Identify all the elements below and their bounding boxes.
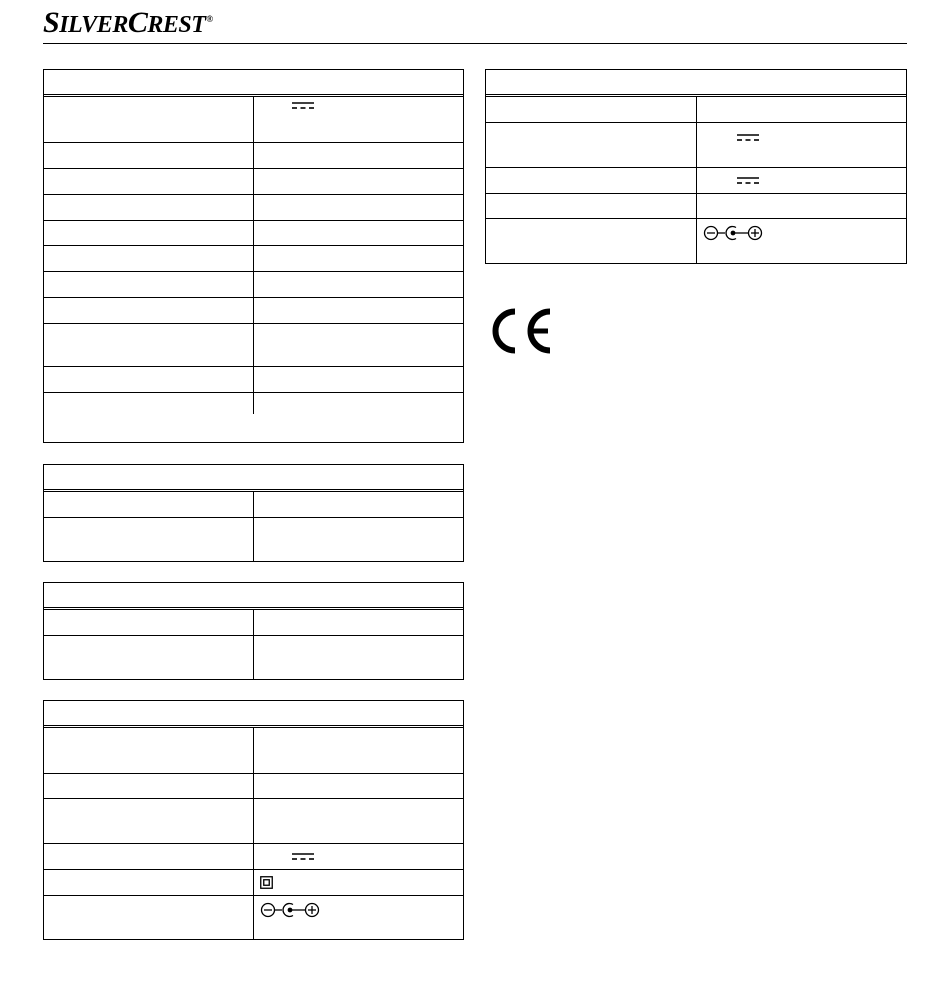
value-cell [254,143,266,168]
value-cell [254,221,266,245]
label-cell [44,844,254,869]
label-cell [44,246,254,271]
value-cell [254,518,266,561]
label-cell [44,518,254,561]
registered-mark: ® [206,14,213,24]
table-row [44,194,463,220]
value-cell [254,97,320,142]
label-cell [44,324,254,366]
label-cell [44,97,254,142]
table-row [44,610,463,635]
brand-text: ILVER [59,12,128,38]
table-row [44,798,463,843]
label-cell [44,799,254,843]
spec-table [43,464,464,562]
dc-symbol-icon [737,176,759,186]
value-cell [254,799,266,843]
value-cell [254,169,266,194]
value-cell [254,393,266,414]
brand-letter: S [43,6,60,39]
spec-table [485,69,907,264]
table-row [44,517,463,561]
table-row [44,220,463,245]
protection-class-ii-icon [260,876,273,889]
table-row [486,167,906,193]
table-row [44,843,463,869]
ce-mark-icon [488,308,554,354]
value-cell [697,123,765,167]
header-rule [43,43,907,44]
table-row [486,97,906,122]
table-row [486,218,906,263]
value-cell [254,896,326,940]
dc-symbol-icon [292,101,314,111]
dc-symbol-icon [737,133,759,143]
value-cell [254,324,266,366]
table-header [44,583,463,610]
label-cell [44,492,254,517]
value-cell [697,194,709,218]
table-row [44,728,463,773]
value-cell [697,219,769,263]
label-cell [44,728,254,773]
value-cell [254,195,266,220]
label-cell [44,896,254,940]
spec-table [43,582,464,680]
value-cell [254,870,279,895]
table-header [486,70,906,97]
value-cell [254,728,266,773]
label-cell [486,97,697,122]
brand-logo [43,6,213,40]
table-row [486,193,906,218]
value-cell [254,610,266,635]
label-cell [486,123,697,167]
label-cell [44,636,254,679]
table-row [44,392,463,414]
dc-symbol-icon [292,852,314,862]
label-cell [44,774,254,798]
table-row [44,297,463,323]
label-cell [486,194,697,218]
table-row [44,635,463,679]
value-cell [254,636,266,679]
label-cell [486,168,697,193]
label-cell [44,195,254,220]
value-cell [697,97,709,122]
table-header [44,70,463,97]
label-cell [44,143,254,168]
table-row [44,895,463,940]
table-row [44,366,463,392]
value-cell [254,774,266,798]
table-header [44,465,463,492]
table-row [44,869,463,895]
label-cell [486,219,697,263]
label-cell [44,870,254,895]
label-cell [44,367,254,392]
polarity-symbol-icon [703,225,763,241]
label-cell [44,221,254,245]
brand-text: REST [147,12,206,38]
table-row [44,168,463,194]
value-cell [254,844,320,869]
table-row [44,245,463,271]
spec-table [43,700,464,940]
label-cell [44,298,254,323]
value-cell [697,168,765,193]
label-cell [44,272,254,297]
table-row [44,271,463,297]
value-cell [254,492,266,517]
value-cell [254,298,266,323]
table-row [44,773,463,798]
label-cell [44,169,254,194]
table-row [44,323,463,366]
label-cell [44,610,254,635]
value-cell [254,272,266,297]
value-cell [254,246,266,271]
table-row [44,492,463,517]
brand-letter: C [127,6,148,39]
table-row [44,97,463,142]
spec-table [43,69,464,443]
table-row [486,122,906,167]
table-header [44,701,463,728]
table-row [44,142,463,168]
value-cell [254,367,266,392]
polarity-symbol-icon [260,902,320,918]
label-cell [44,393,254,414]
